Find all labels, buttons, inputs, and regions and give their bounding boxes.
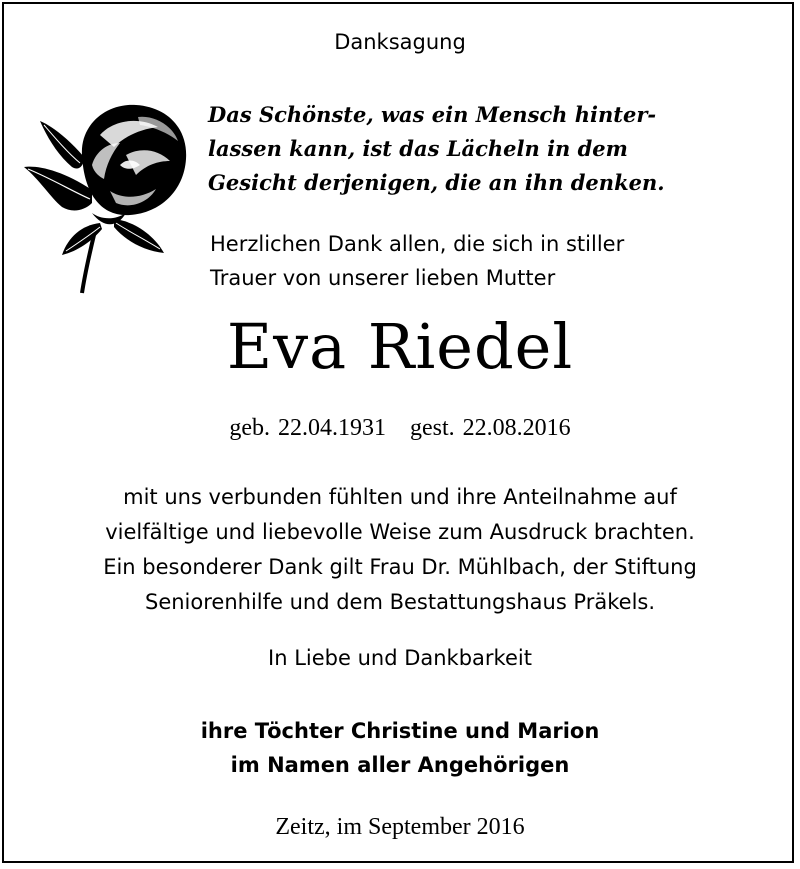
body-line: Seniorenhilfe und dem Bestattungshaus Präkels. [144,590,656,614]
signers [0,714,800,782]
body-text [0,480,800,620]
signer-line: ihre Töchter Christine und Marion [200,719,600,743]
birth-date: geb. 22.04.1931 [229,415,386,441]
quote-line: Das Schönste, was ein Mensch hinter- [208,102,657,127]
signer-line: im Namen aller Angehörigen [230,753,570,777]
intro-line: Trauer von unserer lieben Mutter [210,266,556,290]
life-dates [0,415,800,442]
body-line: mit uns verbunden fühlten und ihre Anteilnahme auf [123,485,677,509]
quote-line: Gesicht derjenigen, die an ihn denken. [208,170,665,195]
body-line: Ein besonderer Dank gilt Frau Dr. Mühlbach, der Stiftung [103,555,697,579]
rose-icon [22,95,202,295]
notice-heading: Danksagung [334,30,466,54]
place-date: Zeitz, im September 2016 [275,814,525,840]
deceased-name: Eva Riedel [226,310,574,383]
quote-line: lassen kann, ist das Lächeln in dem [208,136,628,161]
quote-text [208,98,768,200]
body-line: vielfältige und liebevolle Weise zum Ausdruck brachten. [105,520,695,544]
intro-text [210,227,770,295]
intro-line: Herzlichen Dank allen, die sich in stiller [210,232,625,256]
death-date: gest. 22.08.2016 [409,415,571,441]
closing-phrase: In Liebe und Dankbarkeit [268,646,532,670]
